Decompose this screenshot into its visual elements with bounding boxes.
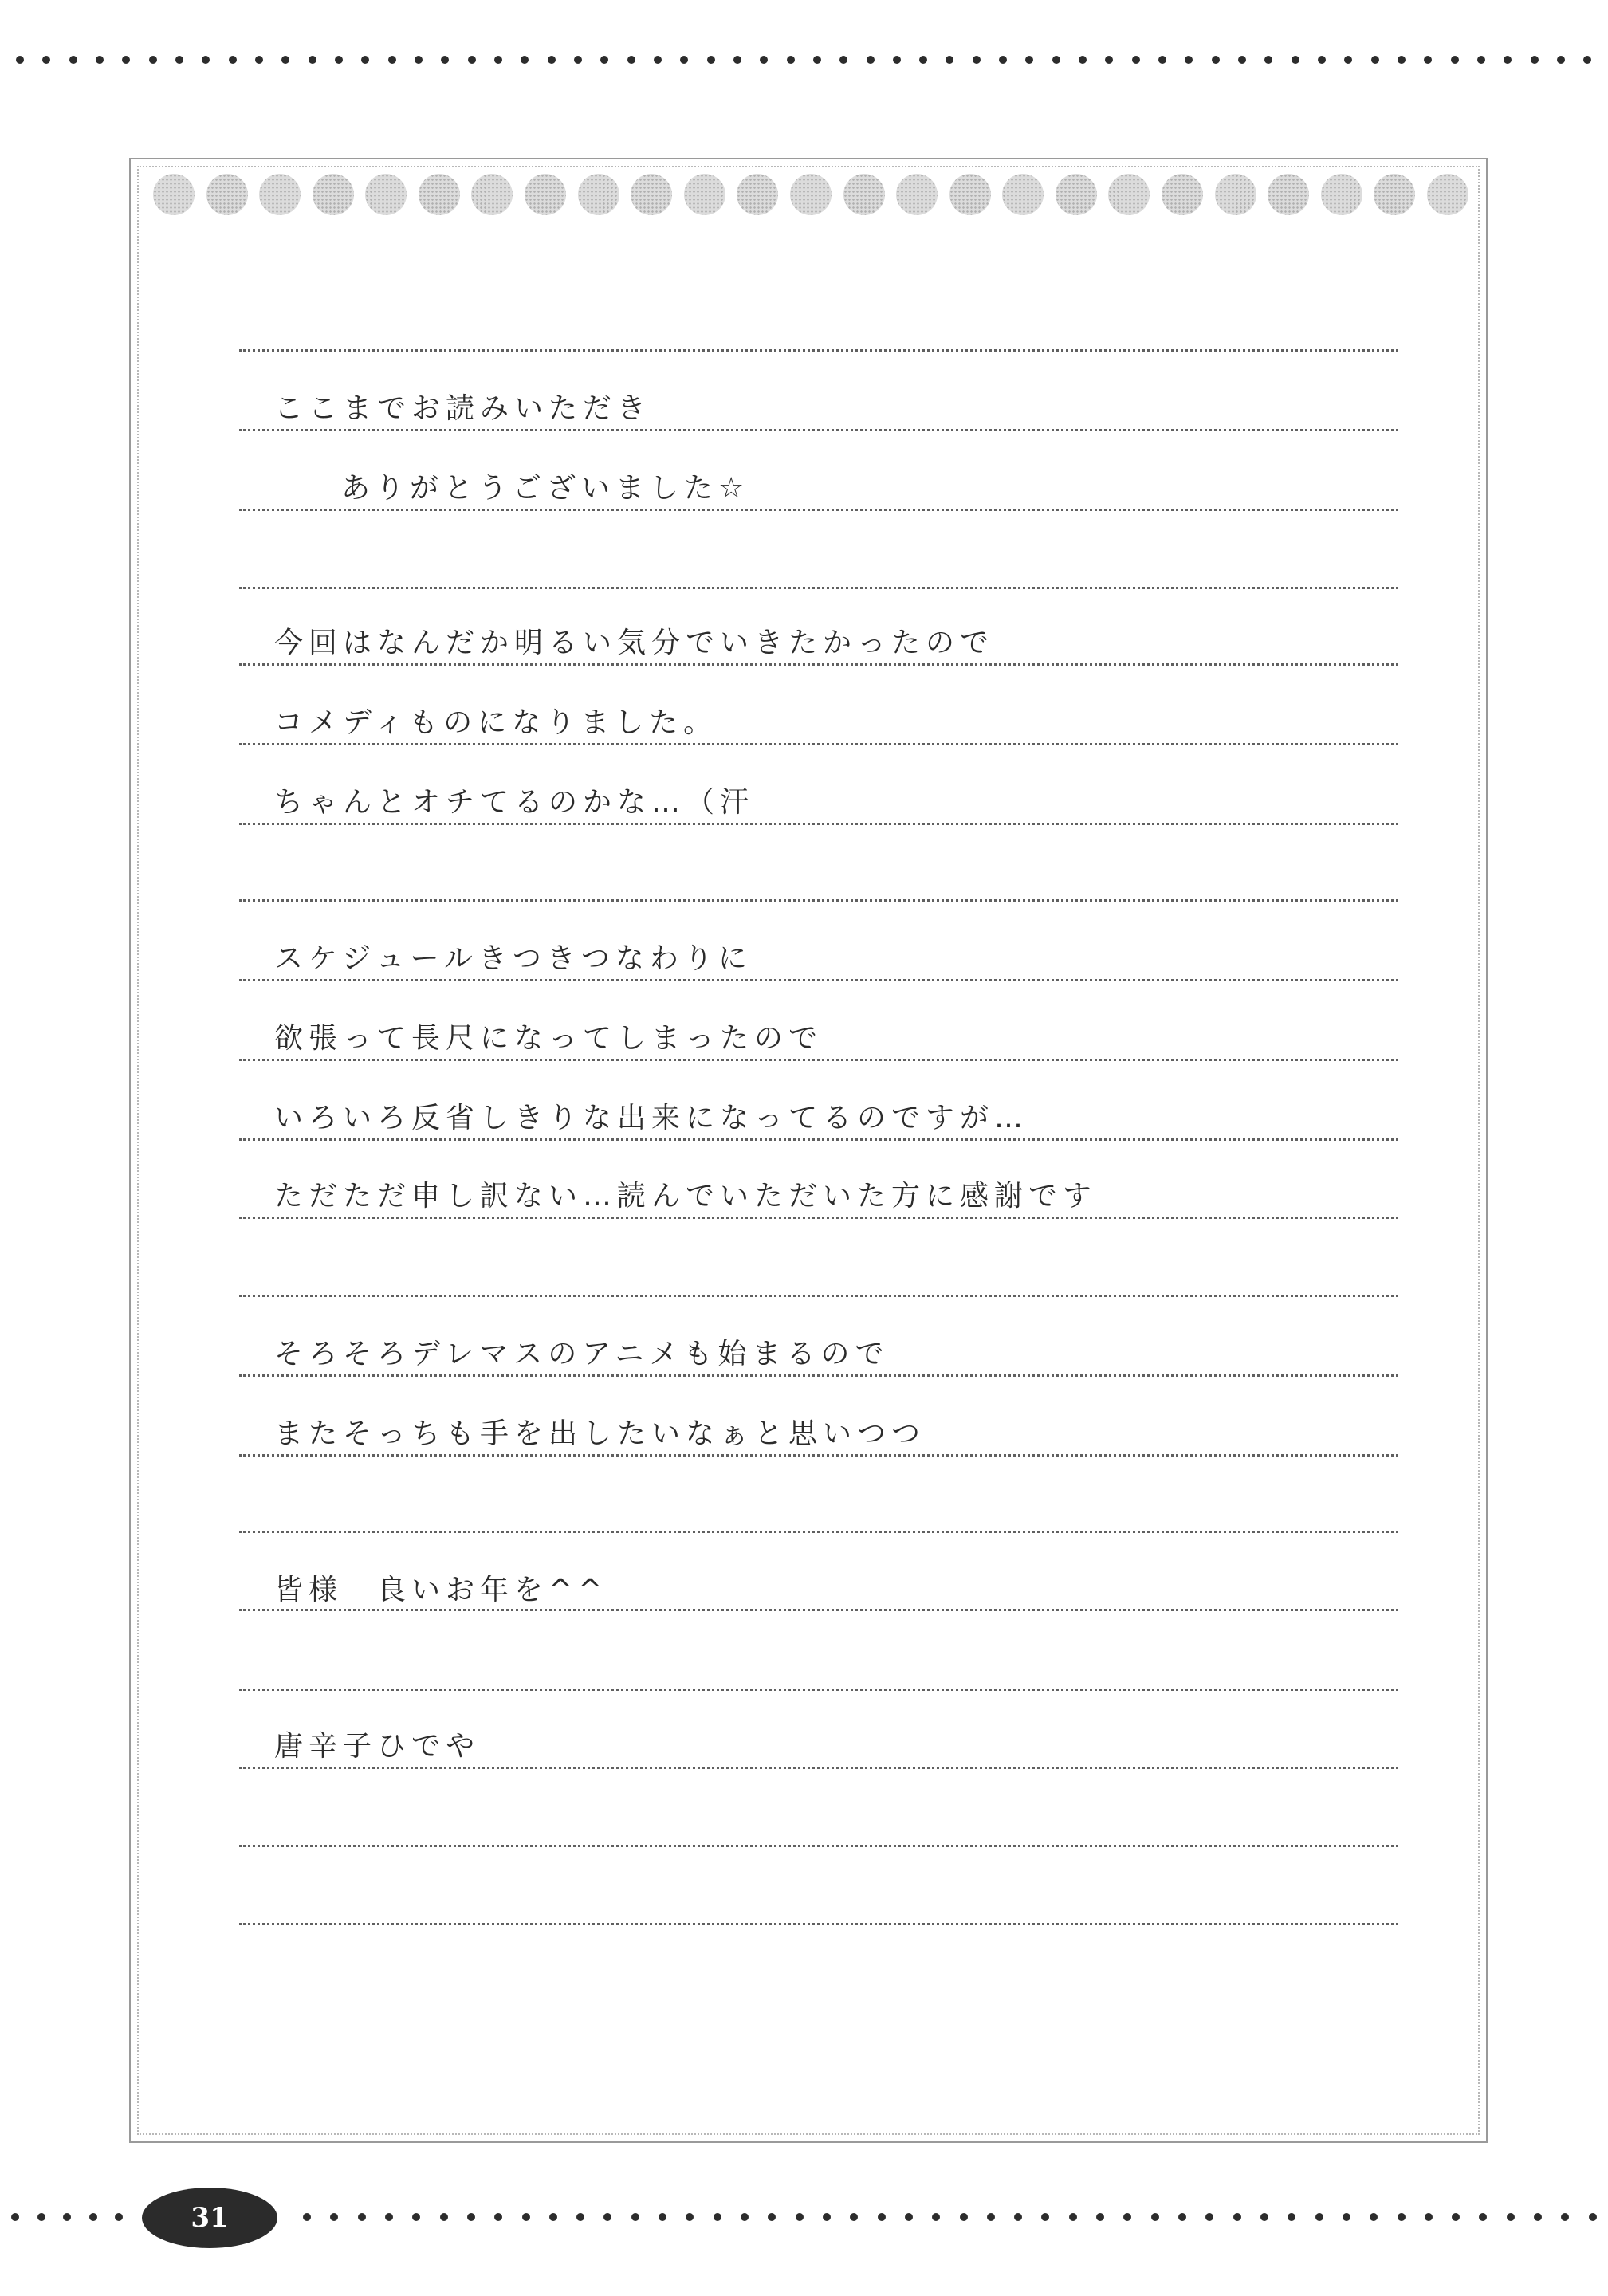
border-dot (202, 56, 210, 64)
decorative-circle (153, 174, 195, 215)
border-dot (1583, 56, 1591, 64)
ruled-line (239, 1689, 1398, 1691)
ruled-line (239, 1531, 1398, 1533)
border-dot (576, 2213, 584, 2221)
border-dot (600, 56, 608, 64)
decorative-circle (1162, 174, 1203, 215)
border-dot (999, 56, 1007, 64)
decorative-circle (419, 174, 460, 215)
border-dot (1371, 56, 1379, 64)
border-dot (1425, 2213, 1433, 2221)
page-number-badge (142, 2188, 277, 2248)
decorative-circle (631, 174, 672, 215)
afterword-line: 皆様 良いお年を^^ (274, 1574, 608, 1606)
border-dot (1479, 2213, 1487, 2221)
decorative-circle (1374, 174, 1415, 215)
border-dot (1398, 56, 1406, 64)
border-dot (659, 2213, 666, 2221)
border-dot (494, 56, 502, 64)
decorative-circle (1002, 174, 1044, 215)
border-dot (574, 56, 582, 64)
border-dot (1260, 2213, 1268, 2221)
border-dot (16, 56, 24, 64)
border-dot (1534, 2213, 1542, 2221)
border-dot (1233, 2213, 1241, 2221)
decorative-circle (737, 174, 778, 215)
decorative-circle (1056, 174, 1097, 215)
border-dot (1589, 2213, 1597, 2221)
border-dot (281, 56, 289, 64)
border-dot (905, 2213, 913, 2221)
border-dot (1178, 2213, 1186, 2221)
decorative-circle (206, 174, 248, 215)
border-dot (468, 56, 476, 64)
border-dot (1398, 2213, 1406, 2221)
afterword-line: ありがとうございました☆ (341, 472, 750, 505)
bottom-dotted-border (0, 2181, 1608, 2253)
border-dot (11, 2213, 19, 2221)
border-dot (115, 2213, 123, 2221)
border-dot (768, 2213, 776, 2221)
border-dot (893, 56, 901, 64)
border-dot (1205, 2213, 1213, 2221)
border-dot (1041, 2213, 1049, 2221)
border-dot (1315, 2213, 1323, 2221)
ruled-line (239, 349, 1398, 352)
decorative-circle (1321, 174, 1362, 215)
afterword-line: ちゃんとオチてるのかな…（汗 (274, 786, 755, 819)
border-dot (96, 56, 104, 64)
border-dot (1079, 56, 1087, 64)
border-dot (919, 56, 927, 64)
decorative-circle (949, 174, 991, 215)
border-dot (69, 56, 77, 64)
border-dot (1185, 56, 1193, 64)
border-dot (878, 2213, 886, 2221)
decorative-circle (790, 174, 832, 215)
border-dot (823, 2213, 831, 2221)
border-dot (37, 2213, 45, 2221)
afterword-line: ただただ申し訳ない…読んでいただいた方に感謝です (274, 1180, 1098, 1213)
border-dot (850, 2213, 858, 2221)
afterword-line: またそっちも手を出したいなぁと思いつつ (274, 1417, 926, 1450)
decorative-circle-row (153, 174, 1468, 215)
border-dot (1507, 2213, 1515, 2221)
border-dot (494, 2213, 502, 2221)
border-dot (1105, 56, 1113, 64)
afterword-line: そろそろデレマスのアニメも始まるので (274, 1338, 890, 1370)
decorative-circle (313, 174, 354, 215)
border-dot (303, 2213, 311, 2221)
border-dot (1069, 2213, 1077, 2221)
border-dot (89, 2213, 97, 2221)
border-dot (707, 56, 715, 64)
border-dot (229, 56, 237, 64)
border-dot (1452, 2213, 1460, 2221)
border-dot (796, 2213, 804, 2221)
border-dot (813, 56, 821, 64)
ruled-line (239, 1295, 1398, 1297)
border-dot (522, 2213, 530, 2221)
decorative-circle (1268, 174, 1309, 215)
border-dot (603, 2213, 611, 2221)
border-dot (627, 56, 635, 64)
border-dot (1318, 56, 1326, 64)
border-dot (548, 56, 556, 64)
border-dot (839, 56, 847, 64)
border-dot (1132, 56, 1140, 64)
decorative-circle (525, 174, 566, 215)
border-dot (1288, 2213, 1295, 2221)
note-frame-inner-border (137, 166, 1480, 2135)
afterword-line: 今回はなんだか明るい気分でいきたかったので (274, 627, 995, 659)
border-dot (787, 56, 795, 64)
decorative-circle (1108, 174, 1150, 215)
border-dot (335, 56, 343, 64)
border-dot (1504, 56, 1512, 64)
border-dot (1264, 56, 1272, 64)
border-dot (1212, 56, 1220, 64)
bottom-dots-left (11, 2213, 123, 2221)
border-dot (714, 2213, 721, 2221)
border-dot (549, 2213, 557, 2221)
decorative-circle (684, 174, 725, 215)
border-dot (654, 56, 662, 64)
decorative-circle (578, 174, 619, 215)
decorative-circle (843, 174, 885, 215)
border-dot (987, 2213, 995, 2221)
afterword-line: 欲張って長尺になってしまったので (274, 1022, 824, 1055)
border-dot (1014, 2213, 1022, 2221)
border-dot (309, 56, 316, 64)
decorative-circle (896, 174, 938, 215)
border-dot (467, 2213, 475, 2221)
border-dot (1531, 56, 1539, 64)
ruled-line (239, 899, 1398, 902)
border-dot (358, 2213, 366, 2221)
ruled-line (239, 1845, 1398, 1847)
bottom-dots-right (303, 2213, 1597, 2221)
border-dot (1025, 56, 1033, 64)
border-dot (149, 56, 157, 64)
border-dot (631, 2213, 639, 2221)
border-dot (440, 2213, 448, 2221)
border-dot (385, 2213, 393, 2221)
border-dot (412, 2213, 420, 2221)
border-dot (175, 56, 183, 64)
border-dot (973, 56, 981, 64)
border-dot (1238, 56, 1246, 64)
border-dot (122, 56, 130, 64)
border-dot (932, 2213, 940, 2221)
decorative-circle (471, 174, 513, 215)
border-dot (388, 56, 396, 64)
top-dotted-border (0, 52, 1608, 68)
border-dot (521, 56, 529, 64)
border-dot (1344, 56, 1352, 64)
border-dot (680, 56, 688, 64)
afterword-line: ここまでお読みいただき (274, 392, 652, 425)
decorative-circle (259, 174, 301, 215)
ruled-line (239, 1923, 1398, 1925)
border-dot (686, 2213, 694, 2221)
decorative-circle (365, 174, 407, 215)
border-dot (63, 2213, 71, 2221)
border-dot (42, 56, 50, 64)
border-dot (1292, 56, 1299, 64)
border-dot (1096, 2213, 1104, 2221)
border-dot (1343, 2213, 1350, 2221)
border-dot (1052, 56, 1060, 64)
border-dot (255, 56, 263, 64)
border-dot (415, 56, 423, 64)
border-dot (946, 56, 953, 64)
border-dot (1370, 2213, 1378, 2221)
afterword-signature: 唐辛子ひでや (274, 1730, 481, 1763)
border-dot (733, 56, 741, 64)
border-dot (1123, 2213, 1131, 2221)
border-dot (960, 2213, 968, 2221)
border-dot (361, 56, 369, 64)
afterword-line: いろいろ反省しきりな出来になってるのですが… (274, 1102, 1029, 1134)
border-dot (741, 2213, 749, 2221)
decorative-circle (1427, 174, 1468, 215)
ruled-line (239, 587, 1398, 589)
border-dot (1557, 56, 1565, 64)
border-dot (1561, 2213, 1569, 2221)
border-dot (1477, 56, 1485, 64)
afterword-line: コメディものになりました。 (274, 706, 718, 739)
border-dot (760, 56, 768, 64)
border-dot (867, 56, 875, 64)
border-dot (1451, 56, 1459, 64)
page-number: 31 (191, 2202, 229, 2234)
border-dot (1151, 2213, 1159, 2221)
decorative-circle (1215, 174, 1256, 215)
border-dot (1424, 56, 1432, 64)
border-dot (441, 56, 449, 64)
afterword-line: スケジュールきつきつなわりに (274, 942, 753, 975)
border-dot (330, 2213, 338, 2221)
border-dot (1158, 56, 1166, 64)
